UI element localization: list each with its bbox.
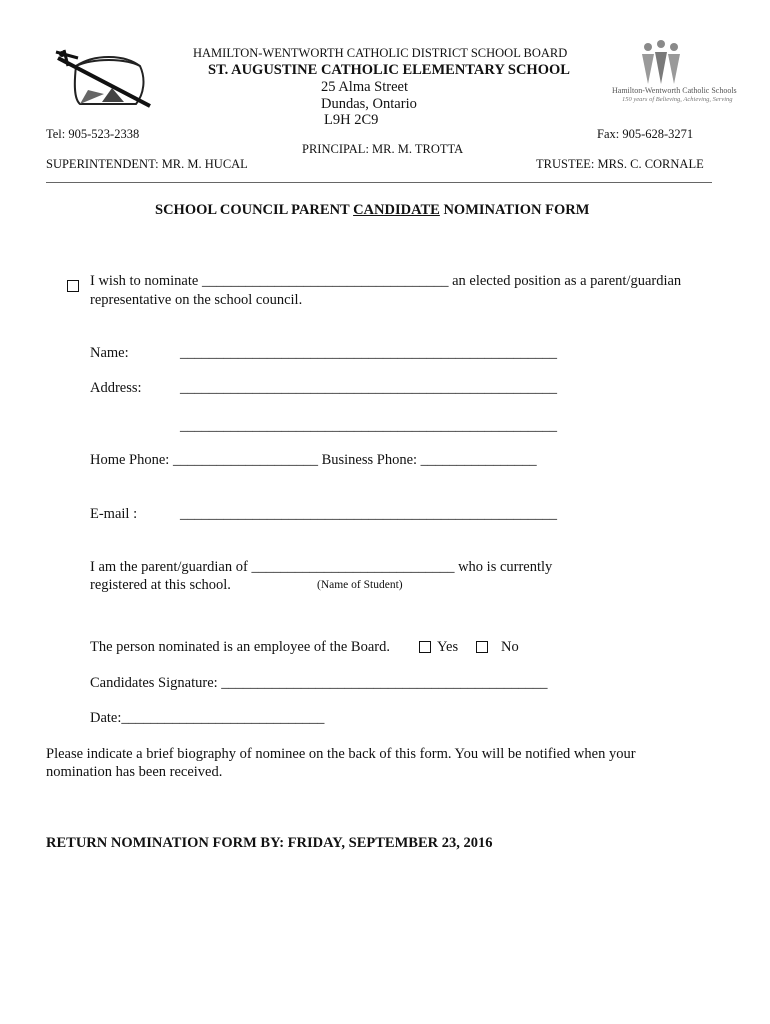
phone-fields[interactable]: Home Phone: ____________________ Business Phone: ________________ (90, 452, 537, 468)
yes-checkbox[interactable] (419, 640, 431, 658)
parent-line[interactable]: I am the parent/guardian of ____________________________ who is currently (90, 559, 553, 575)
yes-label: Yes (437, 639, 459, 655)
email-label: E-mail : (90, 506, 138, 522)
address-postal: L9H 2C9 (324, 112, 379, 128)
name-field[interactable]: ____________________________________________________ (180, 345, 557, 361)
return-deadline: RETURN NOMINATION FORM BY: FRIDAY, SEPTEMBER 23, 2016 (46, 835, 493, 851)
biography-note: Please indicate a brief biography of nominee on the back of this form. You will be notified when your (46, 746, 636, 762)
signature-field[interactable]: Candidates Signature: _____________________________________________ (90, 675, 548, 691)
trustee: TRUSTEE: MRS. C. CORNALE (536, 157, 704, 171)
date-field[interactable]: Date:____________________________ (90, 710, 325, 726)
parent-line-2: registered at this school. (90, 577, 231, 593)
form-title (155, 202, 589, 219)
superintendent: SUPERINTENDENT: MR. M. HUCAL (46, 157, 248, 171)
address-field-2[interactable]: ____________________________________________________ (180, 418, 557, 434)
address-label: Address: (90, 380, 142, 396)
biography-note-2: nomination has been received. (46, 764, 223, 780)
no-checkbox[interactable] (476, 640, 488, 658)
nominate-line: I wish to nominate __________________________________ an elected position as a parent/guardian (90, 273, 682, 289)
school-name: ST. AUGUSTINE CATHOLIC ELEMENTARY SCHOOL (208, 62, 570, 78)
board-logo-right (636, 40, 686, 86)
employee-question: The person nominated is an employee of the Board. (90, 639, 390, 655)
student-caption: (Name of Student) (317, 579, 403, 591)
principal: PRINCIPAL: MR. M. TROTTA (302, 142, 464, 156)
form-title-underlined: CANDIDATE (353, 202, 440, 218)
address-street: 25 Alma Street (321, 79, 408, 95)
form-title-part1: SCHOOL COUNCIL PARENT (155, 202, 354, 218)
nominate-line-2: representative on the school council. (90, 292, 303, 308)
logo-right-tagline: 150 years of Believing, Achieving, Serving (622, 96, 733, 103)
board-name: HAMILTON-WENTWORTH CATHOLIC DISTRICT SCHOOL BOARD (193, 46, 568, 60)
email-field[interactable]: ____________________________________________________ (180, 506, 557, 522)
fax: Fax: 905-628-3271 (597, 127, 694, 141)
nominate-checkbox[interactable] (67, 279, 79, 297)
school-logo-left (54, 44, 164, 119)
header-divider (46, 182, 712, 183)
no-label: No (501, 639, 519, 655)
form-title-part2: NOMINATION FORM (439, 202, 590, 218)
logo-right-caption: Hamilton-Wentworth Catholic Schools (612, 86, 737, 95)
name-label: Name: (90, 345, 129, 361)
address-field-1[interactable]: ____________________________________________________ (180, 380, 557, 396)
address-city: Dundas, Ontario (321, 96, 417, 112)
telephone: Tel: 905-523-2338 (46, 127, 140, 141)
